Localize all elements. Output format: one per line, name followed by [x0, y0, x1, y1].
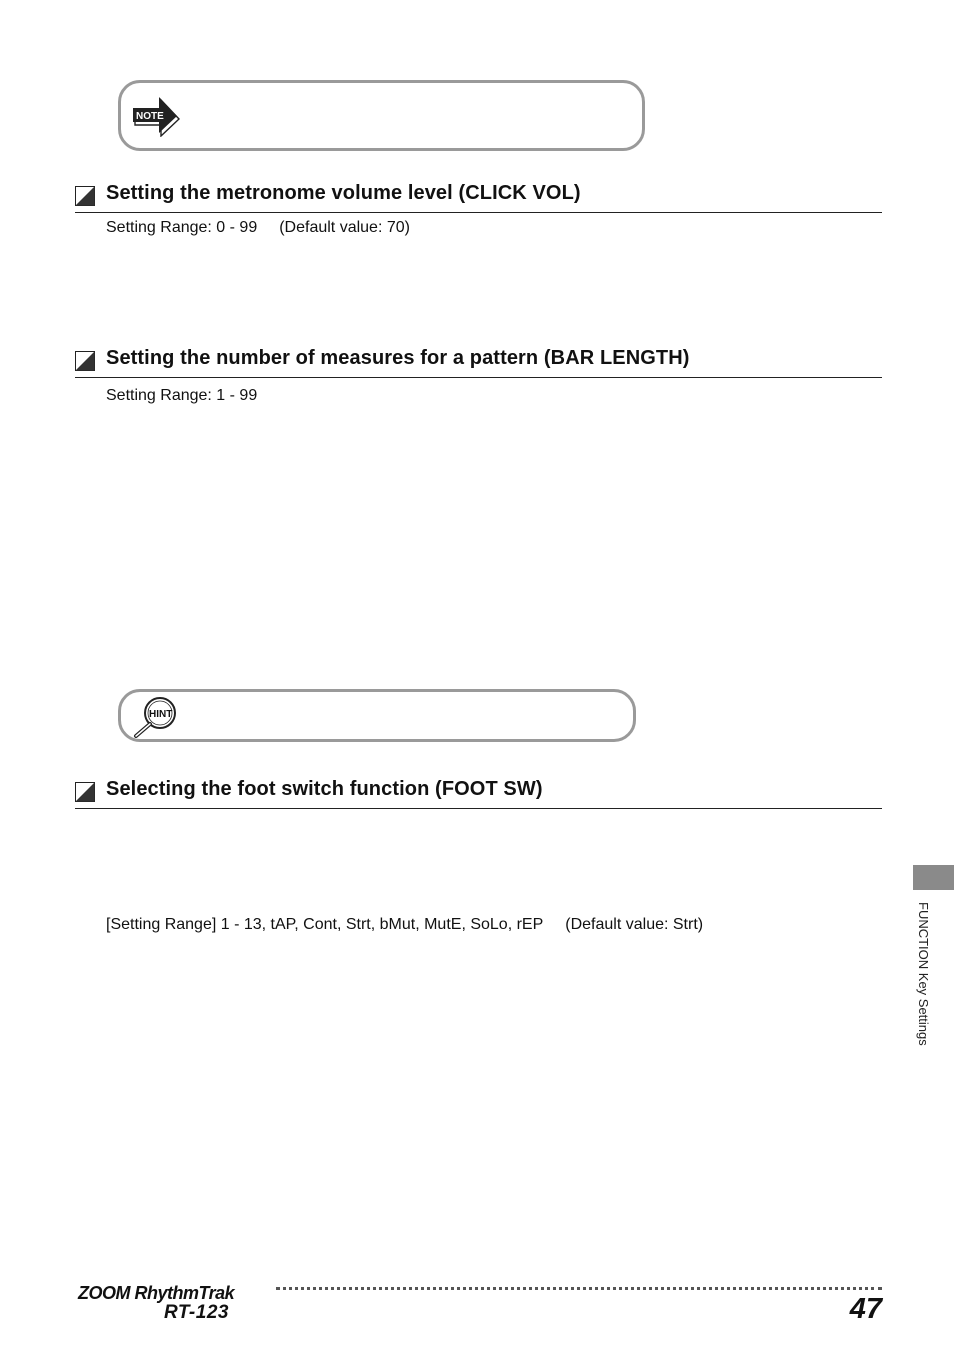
default-value-text: (Default value: Strt) — [565, 916, 704, 933]
range-text: Setting Range: 1 - 99 — [106, 387, 258, 404]
side-chapter-label: FUNCTION Key Settings — [916, 902, 931, 1046]
default-value-text: (Default value: 70) — [279, 219, 410, 236]
section-marker-icon — [75, 782, 95, 802]
zoom-rt123-logo — [76, 1282, 262, 1322]
setting-range-foot-sw — [106, 916, 703, 934]
range-text: [Setting Range] 1 - 13, tAP, Cont, Strt, bMut, MutE, SoLo, rEP — [106, 916, 544, 933]
logo-brand-line1: ZOOM RhythmTrak — [78, 1283, 235, 1303]
section-marker-icon — [75, 186, 95, 206]
page-number: 47 — [849, 1293, 882, 1325]
note-callout — [118, 80, 645, 151]
range-text: Setting Range: 0 - 99 — [106, 219, 258, 236]
section-title: Setting the number of measures for a pattern (BAR LENGTH) — [106, 347, 690, 369]
setting-range-bar-length — [106, 387, 257, 405]
note-icon-label: NOTE — [136, 111, 164, 122]
section-header-foot-sw — [75, 775, 882, 809]
hint-magnifier-icon — [129, 696, 181, 738]
side-chapter-tab — [913, 865, 954, 890]
section-title: Setting the metronome volume level (CLICK VOL) — [106, 182, 581, 204]
section-title: Selecting the foot switch function (FOOT SW) — [106, 778, 543, 800]
section-header-bar-length — [75, 344, 882, 378]
hint-callout — [118, 689, 636, 742]
hint-icon-label: HINT — [149, 709, 173, 720]
section-header-click-vol — [75, 179, 882, 213]
note-arrow-icon — [133, 97, 181, 137]
logo-brand-line2: RT-123 — [164, 1302, 229, 1322]
setting-range-click-vol — [106, 219, 410, 237]
footer-dotted-rule — [276, 1287, 882, 1290]
section-marker-icon — [75, 351, 95, 371]
